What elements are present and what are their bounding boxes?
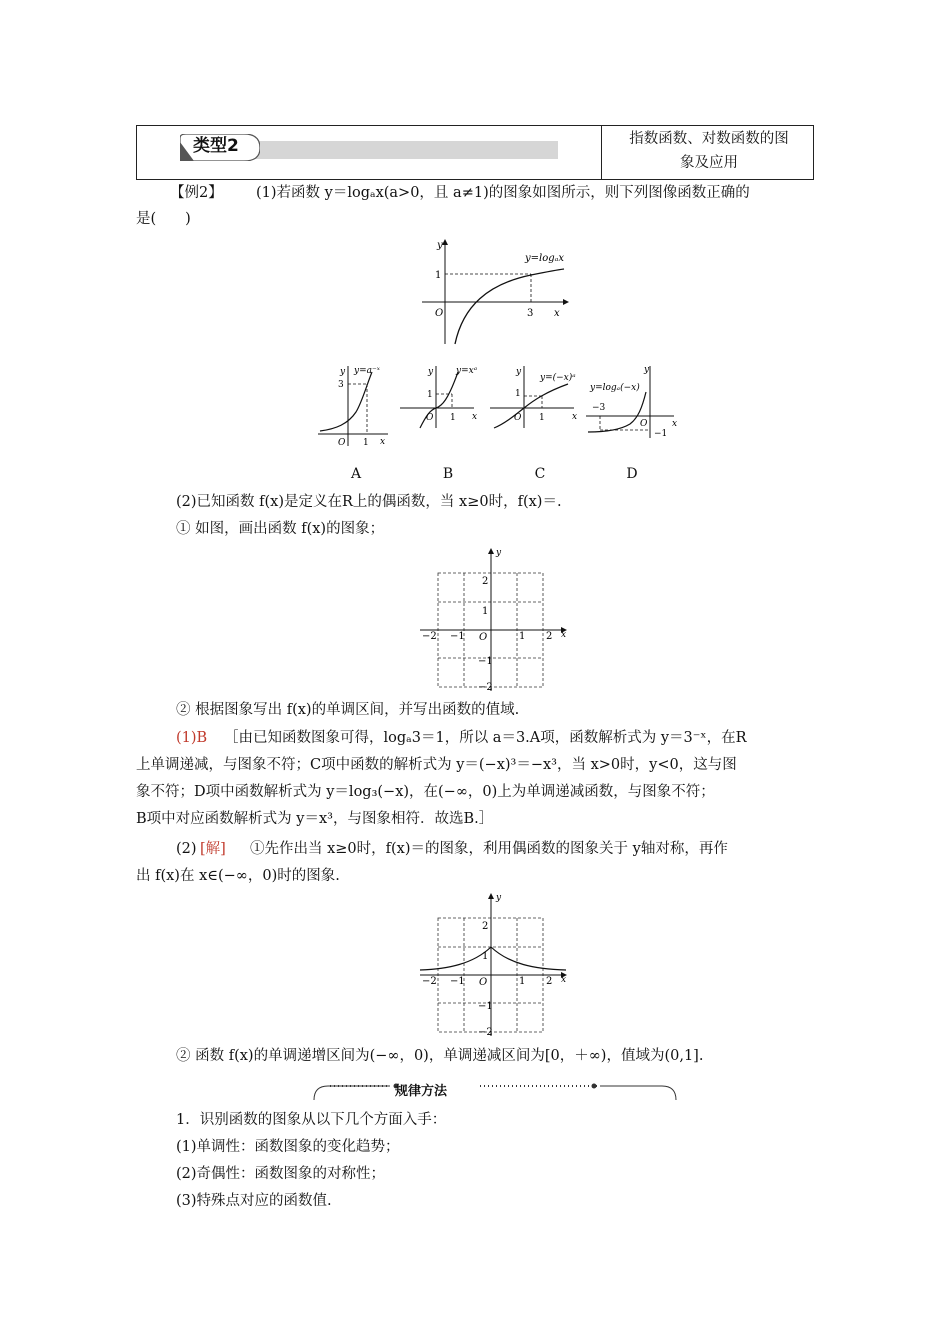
option-b-graph: [398, 362, 482, 432]
grid2-x2: 2: [546, 976, 553, 987]
option-c-label: y=(−x)ᵃ: [540, 373, 576, 383]
method-line-1: 1．识别函数的图象从以下几个方面入手：: [176, 1112, 447, 1128]
main-log-graph: [418, 236, 578, 348]
answer2-line2: 出 f(x)在 x∈(−∞，0)时的图象.: [136, 868, 340, 884]
option-d-graph: [584, 362, 682, 442]
section-title-line1: 指数函数、对数函数的图: [629, 131, 789, 147]
answer1-line3: 象不符；D项中函数解析式为 y＝log₃(−x)，在(−∞，0)上为单调递减函数，与图象不符；: [136, 784, 715, 800]
method-banner: [310, 1074, 680, 1104]
svg-text:O: O: [338, 438, 346, 448]
method-title: 规律方法: [395, 1084, 448, 1099]
method-line-4: (3)特殊点对应的函数值.: [176, 1193, 332, 1209]
option-c-tick2: 1: [539, 413, 545, 423]
method-line-2: (1)单调性：函数图象的变化趋势；: [176, 1139, 400, 1155]
grid1-x-label: x: [561, 630, 567, 640]
option-a-tick2: 1: [363, 438, 369, 448]
option-c-caption: C: [534, 466, 546, 482]
answer2-tag: [解]: [200, 841, 226, 857]
option-d-tick2: −1: [654, 429, 668, 439]
grid2-yn1: −1: [478, 1001, 493, 1012]
svg-text:x: x: [572, 412, 578, 422]
svg-text:O: O: [640, 419, 648, 429]
grid1-y2: 2: [482, 576, 489, 587]
origin-label: O: [435, 308, 444, 319]
log-curve: [455, 269, 564, 344]
option-a-graph: [316, 362, 396, 448]
option-b-tick1: 1: [427, 390, 433, 400]
answer1-prefix: (1)B: [176, 730, 208, 746]
answer2-prefix: (2): [176, 841, 197, 857]
grid2-y-label: y: [496, 893, 502, 903]
method-line-3: (2)奇偶性：函数图象的对称性；: [176, 1166, 386, 1182]
solution-graph: [418, 890, 578, 1040]
grid2-xn2: −2: [422, 976, 437, 987]
empty-grid-graph: [418, 545, 578, 695]
grid1-y-label: y: [496, 548, 502, 558]
answer1-line2: 上单调递减，与图象不符；C项中函数的解析式为 y＝(−x)³＝−x³，当 x>0时，y<0，这与图: [136, 757, 737, 773]
svg-text:y: y: [428, 367, 434, 377]
grid2-y1: 1: [482, 951, 489, 962]
answer1-line4: B项中对应函数解析式为 y＝x³，与图象相符．故选B.］: [136, 811, 494, 827]
svg-text:O: O: [426, 413, 434, 423]
option-d-label: y=logₐ(−x): [590, 383, 640, 393]
option-c-graph: [488, 362, 582, 434]
y-axis-label: y: [437, 240, 443, 251]
even-function-curve: [420, 947, 566, 970]
answer2-line1: ①先作出当 x≥0时，f(x)＝的图象，利用偶函数的图象关于 y轴对称，再作: [250, 841, 728, 857]
curve-label: y=logₐx: [525, 253, 565, 264]
option-b-caption: B: [442, 466, 454, 482]
option-a-caption: A: [350, 466, 362, 482]
grid1-x1: 1: [519, 631, 526, 642]
grid1-yn2: −2: [478, 682, 493, 693]
tick-y-1: 1: [435, 270, 442, 281]
option-d-caption: D: [626, 466, 638, 482]
grid2-y2: 2: [482, 921, 489, 932]
svg-text:y: y: [644, 365, 650, 375]
option-a-label: y=a⁻ˣ: [354, 366, 380, 376]
option-b-tick2: 1: [450, 413, 456, 423]
svg-text:y: y: [340, 367, 346, 377]
grid1-yn1: −1: [478, 656, 493, 667]
example-part2-line1: (2)已知函数 f(x)是定义在R上的偶函数，当 x≥0时，f(x)＝.: [176, 494, 562, 510]
grid2-yn2: −2: [478, 1027, 493, 1038]
grid1-xn1: −1: [450, 631, 465, 642]
example-part2-q1: ① 如图，画出函数 f(x)的图象；: [176, 521, 385, 537]
svg-text:x: x: [672, 419, 678, 429]
answer1-line1: ［由已知函数图象可得，logₐ3＝1，所以 a＝3.A项，函数解析式为 y＝3⁻ˣ，在R: [224, 730, 747, 746]
grid2-x-label: x: [561, 975, 567, 985]
header-separator: [601, 125, 602, 180]
grid2-x1: 1: [519, 976, 526, 987]
grid1-y1: 1: [482, 606, 489, 617]
section-title: [610, 127, 808, 175]
x-axis-label: x: [554, 308, 560, 319]
grid2-origin: O: [479, 977, 488, 988]
tick-x-3: 3: [527, 308, 534, 319]
option-c-tick1: 1: [515, 389, 521, 399]
svg-text:y: y: [516, 367, 522, 377]
option-b-label: y=xᵃ: [456, 366, 478, 376]
example-part2-q2: ② 根据图象写出 f(x)的单调区间，并写出函数的值域.: [176, 702, 520, 718]
grid2-xn1: −1: [450, 976, 465, 987]
option-a-tick1: 3: [338, 380, 344, 390]
example-part1-line2: 是( ): [136, 211, 191, 227]
svg-text:O: O: [514, 413, 522, 423]
answer2-result: ② 函数 f(x)的单调递增区间为(−∞，0)，单调递减区间为[0，＋∞)，值域为(0,1].: [176, 1048, 704, 1064]
grid1-x2: 2: [546, 631, 553, 642]
type-label: 类型2: [193, 136, 239, 156]
grid1-origin: O: [479, 632, 488, 643]
grid1-xn2: −2: [422, 631, 437, 642]
option-d-tick1: −3: [592, 403, 606, 413]
section-title-line2: 象及应用: [680, 155, 738, 171]
svg-text:x: x: [380, 437, 386, 447]
example-tag: 【例2】: [170, 185, 223, 201]
example-part1-line1: (1)若函数 y＝logₐx(a>0，且 a≠1)的图象如图所示，则下列图像函数正确的: [256, 185, 750, 201]
svg-text:x: x: [472, 412, 478, 422]
